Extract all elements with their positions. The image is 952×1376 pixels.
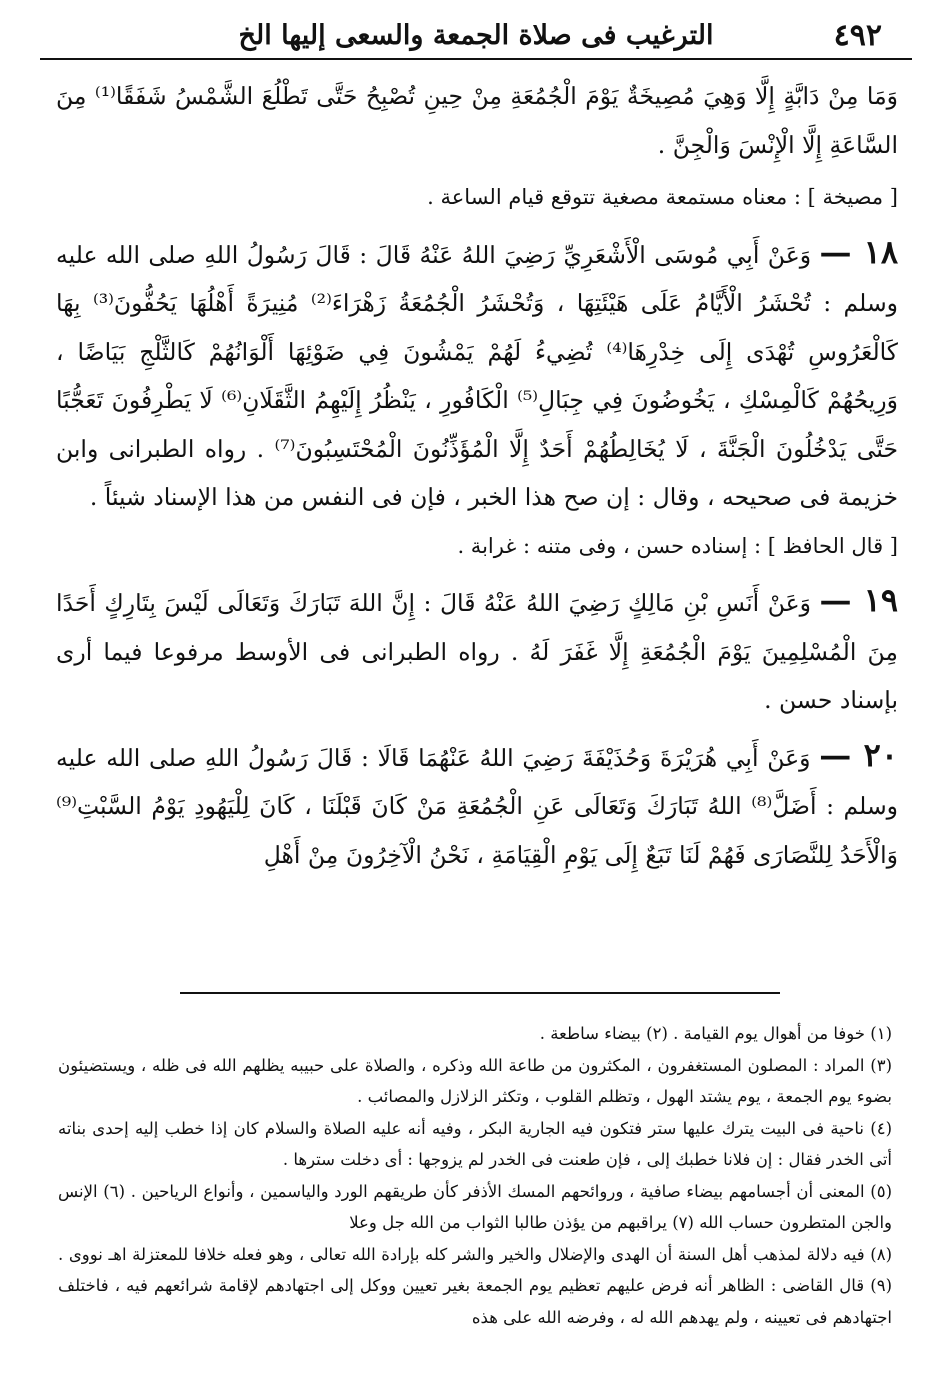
footnote: (٥) المعنى أن أجسامهم بيضاء صافية ، وروائحهم المسك الأذفر كأن طريقهم الورد والياسمين ، وأنواع الرياحين . (٦) الإنس والجن المتطرون حساب الله (٧) يراقبهم من يؤذن طالبا الثواب من الله جل وعلا	[58, 1181, 892, 1232]
footnotes	[58, 1018, 892, 1333]
hafiz-note: [ قال الحافظ ] : إسناده حسن ، وفى متنه : غرابة .	[457, 533, 898, 558]
footnote: (٣) المراد : المصلون المستغفرون ، المكثرون من طاعة الله وذكره ، والصلاة على حبيبه يظلهم الله فى ظله ، ويستضيئون بضوء يوم الجمعة ، يوم يشتد الهول ، وتظلم القلوب ، وتكثر الزلازل والمصائب .	[58, 1055, 892, 1106]
hadith-20	[56, 731, 898, 880]
hadith-number: ٢٠ —	[819, 735, 899, 774]
gloss-note: [ مصيخة ] : معناه مستمعة مصغية تتوقع قيام الساعة .	[427, 185, 898, 209]
footnote: (٤) ناحية فى البيت يترك عليها ستر فتكون فيه الجارية البكر ، وفيه أنه عليه الصلاة والسلام كان إذا خطب إليه إحدى بناته أتى الخدر فقال : إن فلانا خطبك إلى ، فإن طعنت فى الخدر لم يزوجها : أى دخلت سترها .	[58, 1118, 892, 1169]
page-header	[40, 14, 912, 60]
footnote: (٨) فيه دلالة لمذهب أهل السنة أن الهدى والإضلال والخير والشر كله بإرادة الله تعالى ، وهو فعله خلافا للمعتزلة اهـ نووى . (٩) قال القاضى : الظاهر أنه فرض عليهم تعظيم يوم الجمعة بغير تعيين ووكل إلى اجتهادهم لإقامة شرائعهم فيه ، فاختلف اجتهادهم فى تعيينه ، ولم يهدهم الله له ، وفرضه الله على هذه	[58, 1244, 892, 1327]
running-title: الترغيب فى صلاة الجمعة والسعى إليها الخ	[238, 20, 714, 51]
hadith-18	[56, 228, 898, 522]
hadith-19	[56, 576, 898, 725]
book-page	[40, 0, 912, 1376]
footnote: (١) خوفا من أهوال يوم القيامة . (٢) بيضاء ساطعة .	[539, 1024, 892, 1043]
main-text	[56, 72, 898, 879]
hadith-text: وَعَنْ أَنَسِ بْنِ مَالِكٍ رَضِيَ اللهُ عَنْهُ قَالَ : إِنَّ اللهَ تَبَارَكَ وَتَعَالَى لَيْسَ بِتَارِكٍ أَحَدًا مِنَ الْمُسْلِمِينَ يَوْمَ الْجُمُعَةِ إِلَّا غَفَرَ لَهُ . رواه الطبرانى فى الأوسط مرفوعا فيما أرى بإسناد حسن .	[56, 589, 898, 714]
hadith-number: ١٩ —	[819, 581, 898, 619]
hadith-number: ١٨ —	[819, 232, 898, 271]
hadith-text: وَعَنْ أَبِي هُرَيْرَةَ وَحُذَيْفَةَ رَضِيَ اللهُ عَنْهُمَا قَالَا : قَالَ رَسُولُ اللهِ صلى الله عليه وسلم : أَضَلَّ⁽⁸⁾ اللهُ تَبَارَكَ وَتَعَالَى عَنِ الْجُمُعَةِ مَنْ كَانَ قَبْلَنَا ، كَانَ لِلْيَهُودِ يَوْمُ السَّبْتِ⁽⁹⁾ وَالْأَحَدُ لِلنَّصَارَى فَهُمْ لَنَا تَبَعٌ إِلَى يَوْمِ الْقِيَامَةِ ، نَحْنُ الْآخِرُونَ مِنْ أَهْلِ	[56, 743, 898, 869]
hadith-17-ending: وَمَا مِنْ دَابَّةٍ إِلَّا وَهِيَ مُصِيخَةٌ يَوْمَ الْجُمُعَةِ مِنْ حِينِ تُصْبِحُ حَتَّى تَطْلُعَ الشَّمْسُ شَفَقًا⁽¹⁾ مِنَ السَّاعَةِ إِلَّا الْإِنْسَ وَالْجِنَّ .	[56, 82, 899, 159]
footnote-separator	[180, 992, 780, 994]
page-number: ٤٩٢	[833, 18, 882, 53]
hadith-text: وَعَنْ أَبِي مُوسَى الْأَشْعَرِيِّ رَضِيَ اللهُ عَنْهُ قَالَ : قَالَ رَسُولُ اللهِ صلى الله عليه وسلم : تُحْشَرُ الْأَيَّامُ عَلَى هَيْئَتِهَا ، وَتُحْشَرُ الْجُمُعَةُ زَهْرَاءَ⁽²⁾ مُنِيرَةً أَهْلُهَا يَحُفُّونَ⁽³⁾ بِهَا كَالْعَرُوسِ تُهْدَى إِلَى خِدْرِهَا⁽⁴⁾ تُضِيءُ لَهُمْ يَمْشُونَ فِي ضَوْئِهَا أَلْوَانُهُمْ كَالثَّلْجِ بَيَاضًا ، وَرِيحُهُمْ كَالْمِسْكِ ، يَخُوضُونَ فِي جِبَالِ⁽⁵⁾ الْكَافُورِ ، يَنْظُرُ إِلَيْهِمُ الثَّقَلَانِ⁽⁶⁾ لَا يَطْرِفُونَ تَعَجُّبًا حَتَّى يَدْخُلُونَ الْجَنَّةَ ، لَا يُخَالِطُهُمْ أَحَدٌ إِلَّا الْمُؤَذِّنُونَ الْمُحْتَسِبُونَ⁽⁷⁾ . رواه الطبرانى وابن خزيمة فى صحيحه ، وقال : إن صح هذا الخبر ، فإن فى النفس من هذا الإسناد شيئاً .	[56, 240, 898, 511]
